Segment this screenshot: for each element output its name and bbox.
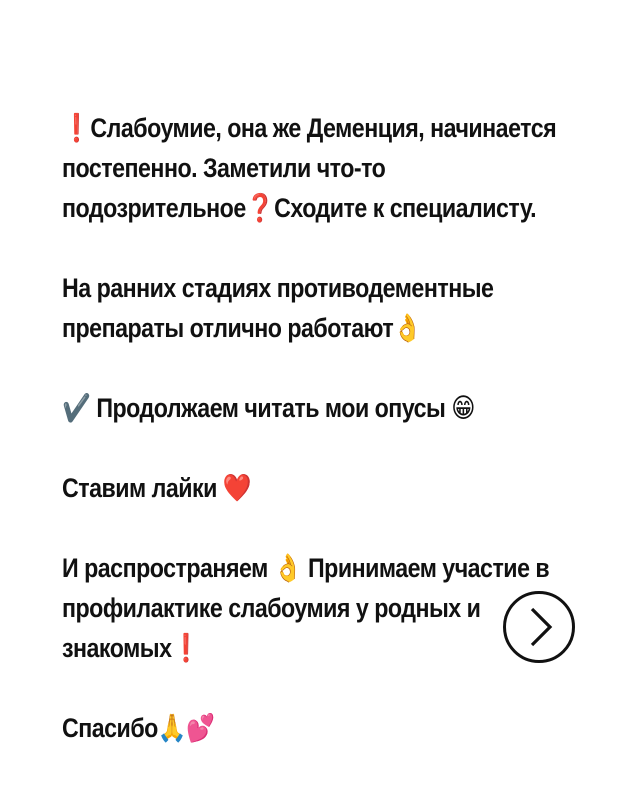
text-line: знакомых❗ [62, 633, 200, 663]
text-line: ❗Слабоумие, она же Деменция, начинается [62, 113, 557, 143]
post-text [62, 108, 602, 788]
paragraph-keep-reading [62, 388, 595, 428]
text-line: профилактике слабоумия у родных и [62, 593, 481, 623]
paragraph-intro [62, 108, 595, 228]
next-slide-button[interactable] [503, 591, 575, 663]
text-line: подозрительное❓Сходите к специалисту. [62, 193, 537, 223]
text-line: препараты отлично работают👌 [62, 313, 422, 343]
text-line: На ранних стадиях противодементные [62, 273, 494, 303]
text-line: Спасибо🙏💕 [62, 713, 215, 743]
text-line: И распространяем 👌 Принимаем участие в [62, 553, 550, 583]
text-line: Ставим лайки ❤️ [62, 473, 252, 503]
text-line: ✔️ Продолжаем читать мои опусы 😁 [62, 393, 475, 423]
paragraph-thanks [62, 708, 595, 748]
text-line: постепенно. Заметили что-то [62, 153, 386, 183]
paragraph-early-stages [62, 268, 595, 348]
chevron-right-icon [506, 594, 572, 660]
paragraph-likes [62, 468, 595, 508]
